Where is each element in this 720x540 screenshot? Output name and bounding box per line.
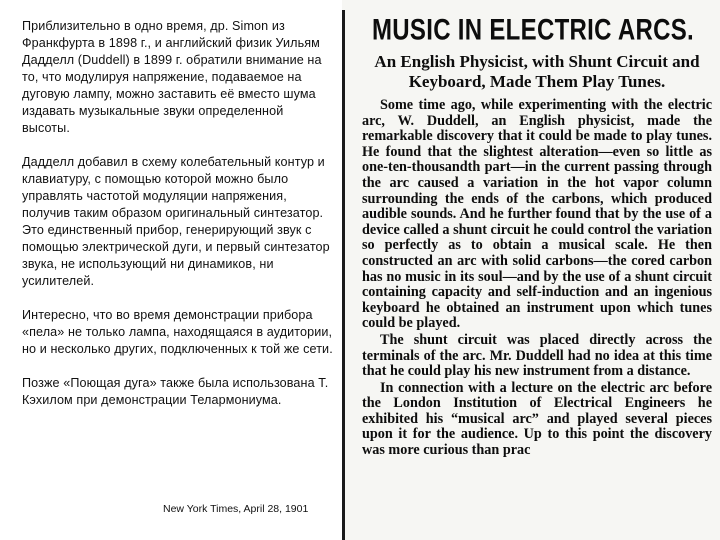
summary-paragraph-2: Дадделл добавил в схему колебательный контур и клавиатуру, с помощью которой можно было управлять частотой модуляции напряжения, получив таким образом оригинальный синтезатор. Это единственный прибор, генерирующий звук с помощью электрической дуги, и первый синтезатор звука, не использующий ни динамиков, ни усилителей.: [22, 155, 330, 288]
clipping-paragraph-2: The shunt circuit was placed directly across the terminals of the arc. Mr. Duddell had no idea at this time that he could play his new instrument from a distance.: [362, 331, 712, 380]
clipping-content: [362, 8, 712, 460]
clipping-paragraph-1: Some time ago, while experimenting with the electric arc, W. Duddell, an English physicist, made the remarkable discovery that it could be made to play tunes. He found that the slightest alteration—even so little as one-ten-thousandth part—in the current passing through the arc caused a variation in the hot vapor column surrounding the ends of the carbons, which produced audible sounds. And he further found that by the use of a device called a shunt circuit he could control the variation so perfectly as to obtain a musical scale. He then constructed an arc with solid carbons—the cored carbon has no music in its soul—and by the use of a shunt circuit containing capacity and self-induction and an ingenious keyboard he obtained an instrument upon which tunes could be played.: [362, 97, 712, 332]
summary-paragraph-3: Интересно, что во время демонстрации прибора «пела» не только лампа, находящаяся в аудитории, но и несколько других, подключенных к той же сети.: [22, 308, 333, 356]
clipping-body: [362, 98, 712, 459]
summary-paragraph-4: Позже «Поющая дуга» также была использована Т. Кэхилом при демонстрации Телармониума.: [22, 376, 329, 407]
summary-text-block: [22, 18, 334, 426]
clipping-paragraph-3: In connection with a lecture on the electric arc before the London Institution of Electrical Engineers he exhibited his “musical arc” and played several pieces upon it for the audience. Up to this point the discovery was more curious than prac: [362, 379, 712, 459]
clipping-subhead: An English Physicist, with Shunt Circuit and Keyboard, Made Them Play Tunes.: [374, 52, 700, 91]
source-caption: New York Times, April 28, 1901: [163, 503, 309, 515]
clipping-column-rule: [342, 10, 345, 540]
clipping-headline: MUSIC IN ELECTRIC ARCS.: [372, 13, 695, 47]
newspaper-clipping: [342, 0, 720, 540]
summary-paragraph-1: Приблизительно в одно время, др. Simon из Франкфурта в 1898 г., и английский физик Уильям Дадделл (Duddell) в 1899 г. обратили внимание на то, что модулируя напряжение, подаваемое на дуговую лампу, можно заставить её вместо шума издавать музыкальные звуки определенной высоты.: [22, 19, 322, 135]
